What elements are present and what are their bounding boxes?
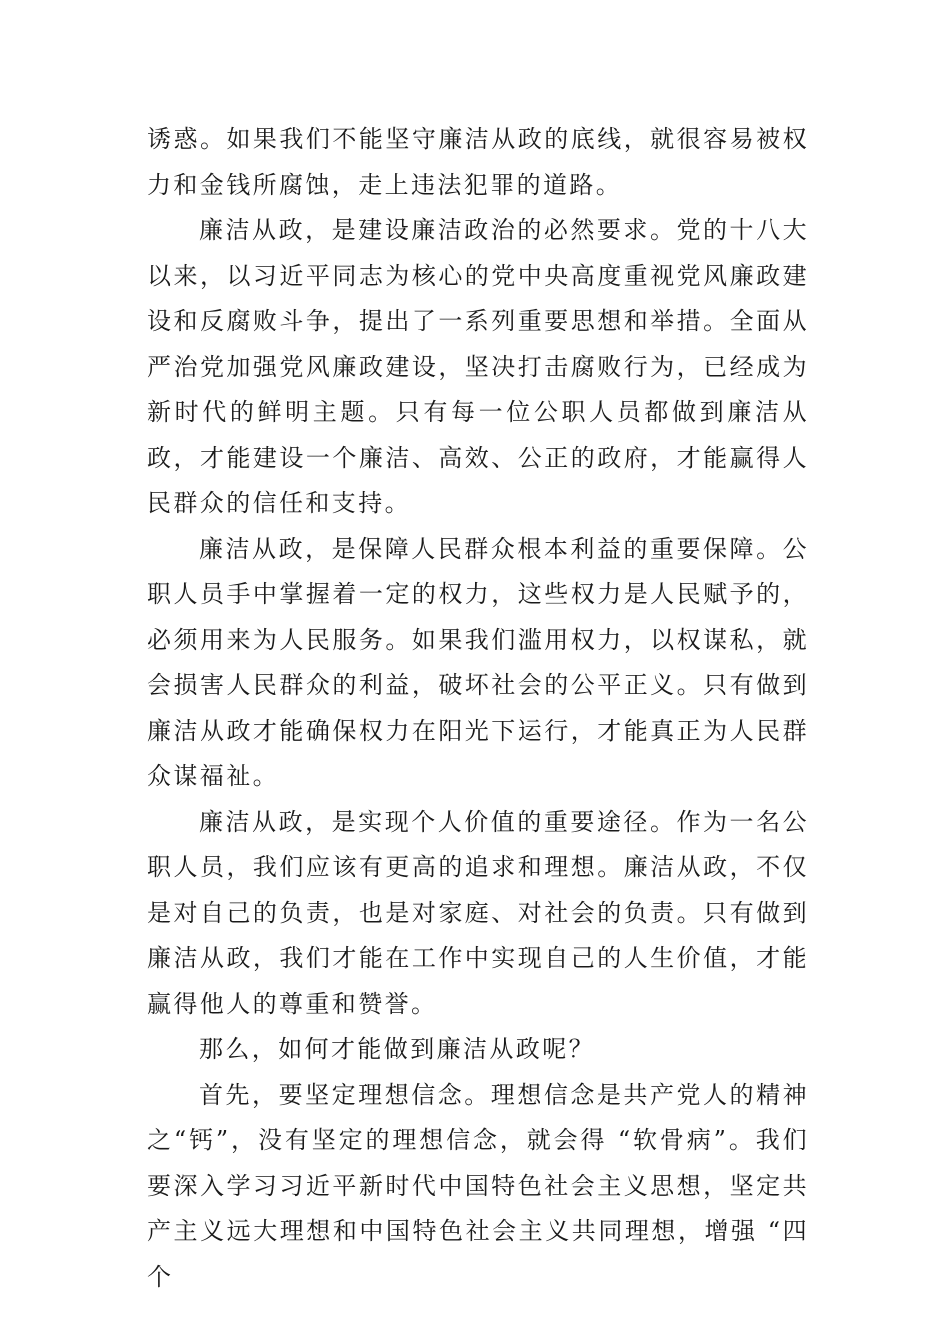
- paragraph-people-interests: 廉洁从政，是保障人民群众根本利益的重要保障。公职人员手中掌握着一定的权力，这些权力是人民赋予的，必须用来为人民服务。如果我们滥用权力，以权谋私，就会损害人民群众的利益，破坏社会的公平正义。只有做到廉洁从政才能确保权力在阳光下运行，才能真正为人民群众谋福祉。: [147, 534, 809, 790]
- paragraph-personal-value: 廉洁从政，是实现个人价值的重要途径。作为一名公职人员，我们应该有更高的追求和理想。廉洁从政，不仅是对自己的负责，也是对家庭、对社会的负责。只有做到廉洁从政，我们才能在工作中实现自己的人生价值，才能赢得他人的尊重和赞誉。: [147, 807, 809, 1018]
- paragraph-clean-politics: 廉洁从政，是建设廉洁政治的必然要求。党的十八大以来，以习近平同志为核心的党中央高度重视党风廉政建设和反腐败斗争，提出了一系列重要思想和举措。全面从严治党加强党风廉政建设，坚决打击腐败行为，已经成为新时代的鲜明主题。只有每一位公职人员都做到廉洁从政，才能建设一个廉洁、高效、公正的政府，才能赢得人民群众的信任和支持。: [147, 216, 809, 517]
- paragraph-question: 那么，如何才能做到廉洁从政呢？: [199, 1035, 595, 1063]
- paragraph-continued: 诱惑。如果我们不能坚守廉洁从政的底线，就很容易被权力和金钱所腐蚀，走上违法犯罪的道路。: [147, 125, 809, 199]
- body-text: [147, 117, 809, 1300]
- paragraph-ideals-beliefs: 首先，要坚定理想信念。理想信念是共产党人的精神之“钙”，没有坚定的理想信念，就会得 “软骨病”。我们要深入学习习近平新时代中国特色社会主义思想，坚定共产主义远大理想和中国特色社会主义共同理想，增强 “四个: [147, 1080, 809, 1291]
